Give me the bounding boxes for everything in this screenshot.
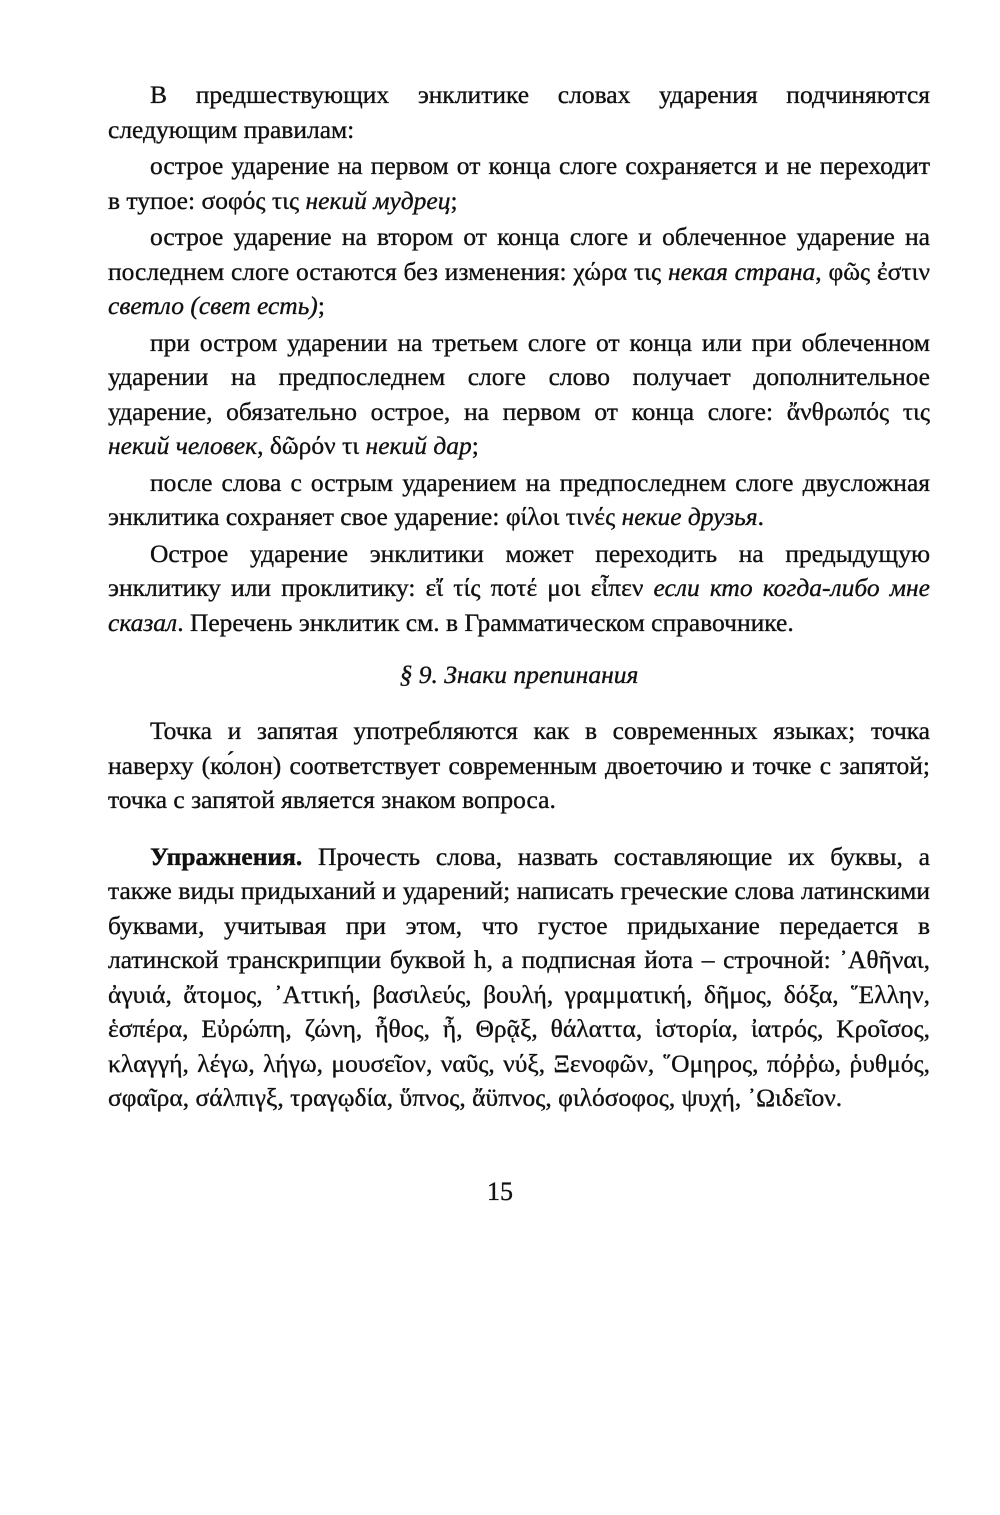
paragraph-rule-acute-penult xyxy=(108,220,930,324)
text: , δῶρόν τι xyxy=(257,431,366,460)
paragraph-rule-disyllabic-enclitic xyxy=(108,466,930,535)
text: после слова с острым ударением на предпоследнем слоге двусложная энклитика сохраняет свое ударение: φίλοι τινές xyxy=(108,467,930,531)
exercises-label: Упражнения. xyxy=(150,841,303,871)
text: Острое ударение энклитики может переходить на предыдущую энклитику или проклитику: εἴ τίς ποτέ μοι εἶπεν xyxy=(108,538,930,602)
italic-gloss: некий человек xyxy=(108,431,258,460)
text: ; xyxy=(450,185,458,215)
paragraph-exercises xyxy=(108,840,930,1116)
text: острое ударение на втором от конца слоге и облеченное ударение на последнем слоге остаются без изменения: χώρα τις xyxy=(108,222,930,286)
page-number: 15 xyxy=(487,1177,513,1206)
text: ; xyxy=(471,431,479,460)
text: Прочесть слова, назвать составляющие их буквы, а также виды придыханий и ударений; написать греческие слова латинскими буквами, учитывая при этом, что густое придыхание передается в латинской транскрипции буквой h, а подписная йота – строчной: ᾿Αθῆναι, ἀγυιά, ἄτομος, ᾿Αττική, βασιλεύς, βουλή, γραμματική, δῆμος, δόξα, ῞Ελλην, ἑσπέρα, Εὐρώπη, ζώνη, ἦθος, ἦ, Θρᾷξ, θάλαττα, ἱστορία, ἰατρός, Κροῖσος, κλαγγή, λέγω, λήγω, μουσεῖον, ναῦς, νύξ, Ξενοφῶν, ῞Ομηρος, πόῤῥω, ῥυθμός, σφαῖρα, σάλπιγξ, τραγῳδία, ὕπνος, ἄϋπνος, φιλόσοφος, ψυχή, ᾿Ωιδεῖον. xyxy=(108,841,930,1112)
italic-gloss: если кто когда-либо мне сказал xyxy=(108,573,930,637)
page-body xyxy=(108,78,930,1116)
section-heading: § 9. Знаки препинания xyxy=(399,660,639,689)
text: острое ударение на первом от конца слоге сохраняется и не переходит в тупое: σοφός τις xyxy=(108,151,930,215)
paragraph-enclitic-transfer xyxy=(108,537,930,641)
italic-gloss: некий мудрец xyxy=(305,185,451,215)
paragraph-rule-additional-accent xyxy=(108,326,930,464)
paragraph-punctuation: Точка и запятая употребляются как в современных языках; точка наверху (ко́лон) соответствует современным двоеточию и точке с запятой; точка с запятой является знаком вопроса. xyxy=(108,716,930,814)
italic-gloss: некие друзья xyxy=(621,502,758,531)
paragraph-enclitic-rules-intro: В предшествующих энклитике словах ударения подчиняются следующим правилам: xyxy=(108,80,930,144)
text: . xyxy=(757,502,764,531)
text: ; xyxy=(317,291,325,320)
text: , φῶς ἐστιν xyxy=(815,256,931,286)
text: при остром ударении на третьем слоге от конца или при облеченном ударении на предпоследнем слоге слово получает дополнительное ударение, обязательно острое, на первом от конца слоге: ἄνθρωπός τις xyxy=(108,327,930,426)
text: . Перечень энклитик см. в Грамматическом справочнике. xyxy=(177,607,794,637)
paragraph-rule-acute-last xyxy=(108,149,930,218)
italic-gloss: некий дар xyxy=(365,431,472,460)
italic-gloss: некая страна xyxy=(667,256,816,286)
italic-gloss: светло (свет есть) xyxy=(108,291,318,320)
